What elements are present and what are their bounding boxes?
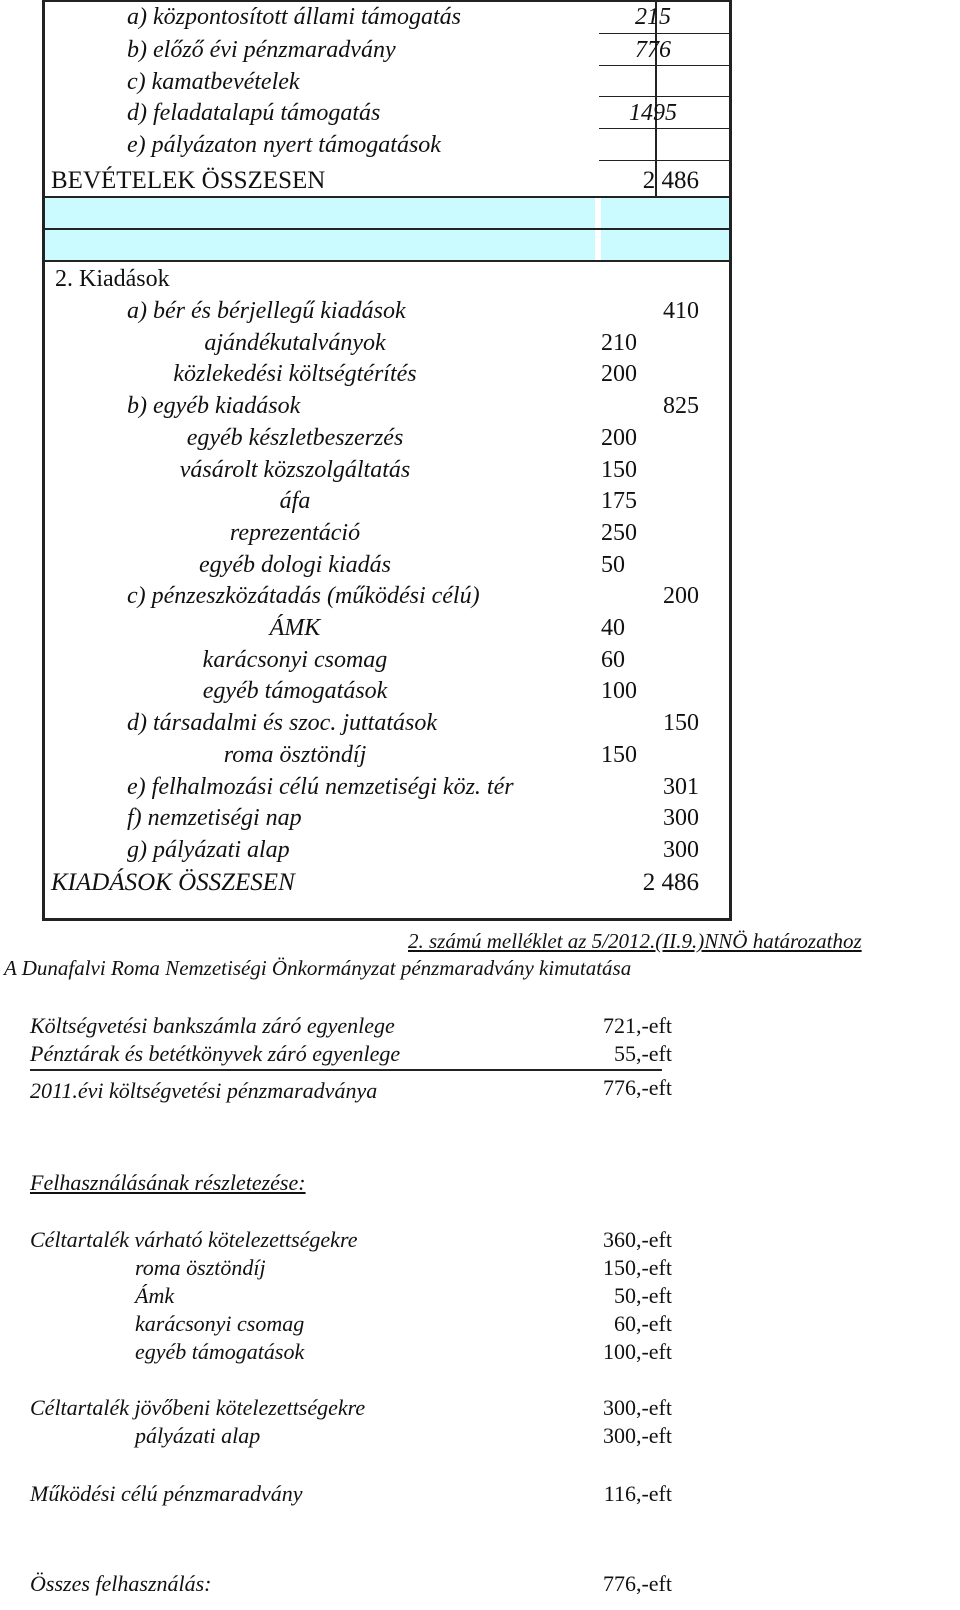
blank-row-fill xyxy=(601,230,729,260)
income-row xyxy=(45,33,729,65)
expense-total: 200 xyxy=(663,583,699,610)
income-value: 776 xyxy=(635,37,671,63)
expense-row xyxy=(45,326,729,358)
expense-label: e) felhalmozási célú nemzetiségi köz. tér xyxy=(127,773,514,800)
reserve-future-label: Céltartalék jövőbeni kötelezettségekre xyxy=(30,1395,366,1420)
expense-label: d) társadalmi és szoc. juttatások xyxy=(127,710,437,737)
expense-row xyxy=(45,611,729,643)
reserve-item-label: roma ösztöndíj xyxy=(135,1255,266,1280)
reserve-current-value: 360,-eft xyxy=(602,1227,672,1252)
expense-label: egyéb támogatások xyxy=(202,678,388,705)
expense-row xyxy=(45,453,729,485)
expense-label: közlekedési költségtérítés xyxy=(173,361,417,388)
expense-label: roma ösztöndíj xyxy=(223,741,367,768)
grand-total-label: Összes felhasználás: xyxy=(30,1571,212,1596)
expense-subvalue: 175 xyxy=(601,488,637,515)
balance-label: Költségvetési bankszámla záró egyenlege xyxy=(30,1013,395,1038)
operating-value: 116,-eft xyxy=(603,1481,672,1506)
expense-row xyxy=(45,516,729,548)
income-label: b) előző évi pénzmaradvány xyxy=(127,37,396,63)
expenses-heading: 2. Kiadások xyxy=(55,266,170,292)
expense-label: ÁMK xyxy=(269,615,321,641)
expense-total: 410 xyxy=(663,298,699,324)
expense-row xyxy=(45,579,729,611)
expenses-total-value: 2 486 xyxy=(642,869,699,896)
expense-label: karácsonyi csomag xyxy=(202,646,388,673)
expense-row xyxy=(45,643,729,675)
reserve-item-label: Ámk xyxy=(135,1283,175,1308)
expense-subvalue: 50 xyxy=(601,551,625,578)
expenses-total-label: KIADÁSOK ÖSSZESEN xyxy=(51,869,295,896)
expense-subvalue: 150 xyxy=(601,741,637,768)
income-row xyxy=(45,0,729,32)
expense-label: a) bér és bérjellegű kiadások xyxy=(127,298,406,324)
income-row xyxy=(45,128,729,160)
report-title: A Dunafalvi Roma Nemzetiségi Önkormányzat pénzmaradvány kimutatása xyxy=(4,956,632,980)
expense-row xyxy=(45,833,729,865)
balance-value: 721,-eft xyxy=(602,1013,672,1038)
expense-row xyxy=(45,389,729,421)
expense-subvalue: 210 xyxy=(601,329,637,356)
reserve-item-label: pályázati alap xyxy=(135,1423,261,1448)
expense-total: 300 xyxy=(663,836,699,863)
expense-label: vásárolt közszolgáltatás xyxy=(179,456,411,483)
balance-value: 55,-eft xyxy=(613,1041,672,1066)
reserve-item-value: 150,-eft xyxy=(602,1255,672,1280)
income-row xyxy=(45,96,729,128)
income-label: c) kamatbevételek xyxy=(127,69,300,95)
reserve-item-value: 50,-eft xyxy=(613,1283,672,1308)
expense-label: b) egyéb kiadások xyxy=(127,393,301,420)
budget-table xyxy=(42,0,732,921)
income-value: 1495 xyxy=(629,100,677,126)
expense-row xyxy=(45,421,729,453)
reserve-current-label: Céltartalék várható kötelezettségekre xyxy=(30,1227,358,1252)
income-total-value: 2 486 xyxy=(642,167,699,194)
expense-subvalue: 60 xyxy=(601,646,625,673)
reserve-item-value: 60,-eft xyxy=(613,1311,672,1336)
expense-subvalue: 150 xyxy=(601,456,637,483)
expense-row xyxy=(45,294,729,326)
balance-total-label: 2011.évi költségvetési pénzmaradványa xyxy=(30,1078,378,1103)
reserve-item-label: egyéb támogatások xyxy=(135,1339,305,1364)
balance-total-value: 776,-eft xyxy=(602,1075,672,1100)
balance-label: Pénztárak és betétkönyvek záró egyenlege xyxy=(30,1041,401,1066)
expense-label: egyéb készletbeszerzés xyxy=(186,424,404,451)
income-label: d) feladatalapú támogatás xyxy=(127,100,381,126)
income-total-row xyxy=(45,162,729,196)
expense-label: áfa xyxy=(279,488,311,515)
income-label: a) központosított állami támogatás xyxy=(127,4,462,30)
expense-label: egyéb dologi kiadás xyxy=(199,551,391,578)
operating-label: Működési célú pénzmaradvány xyxy=(30,1481,303,1506)
expense-subvalue: 250 xyxy=(601,519,637,546)
blank-row-fill xyxy=(45,198,595,228)
expenses-total-row xyxy=(45,864,729,898)
reserve-item-value: 300,-eft xyxy=(602,1423,672,1448)
expense-total: 825 xyxy=(663,393,699,420)
expense-label: ajándékutalványok xyxy=(204,329,386,356)
expense-subvalue: 200 xyxy=(601,424,637,451)
blank-row-fill xyxy=(601,198,729,228)
expense-row xyxy=(45,706,729,738)
income-total-label: BEVÉTELEK ÖSSZESEN xyxy=(51,167,326,194)
expense-row xyxy=(45,738,729,770)
expenses-heading-row xyxy=(45,262,729,294)
expense-row xyxy=(45,674,729,706)
income-row xyxy=(45,65,729,97)
expense-row xyxy=(45,484,729,516)
expense-total: 150 xyxy=(663,710,699,737)
expense-subvalue: 40 xyxy=(601,615,625,641)
expense-label: g) pályázati alap xyxy=(127,836,290,863)
annex-note: 2. számú melléklet az 5/2012.(II.9.)NNÖ határozathoz xyxy=(408,929,862,953)
expense-label: f) nemzetiségi nap xyxy=(127,805,302,832)
blank-row-fill xyxy=(45,230,595,260)
income-value: 215 xyxy=(635,4,671,30)
expense-label: reprezentáció xyxy=(229,519,361,546)
expense-row xyxy=(45,357,729,389)
reserve-item-label: karácsonyi csomag xyxy=(135,1311,305,1336)
expense-row xyxy=(45,548,729,580)
grand-total-value: 776,-eft xyxy=(602,1571,672,1596)
income-label: e) pályázaton nyert támogatások xyxy=(127,132,441,158)
expense-total: 300 xyxy=(663,805,699,832)
expense-row xyxy=(45,770,729,802)
expense-subvalue: 200 xyxy=(601,361,637,388)
expense-total: 301 xyxy=(663,773,699,800)
expense-subvalue: 100 xyxy=(601,678,637,705)
row-divider xyxy=(599,160,729,161)
usage-heading: Felhasználásának részletezése: xyxy=(30,1170,306,1195)
reserve-item-value: 100,-eft xyxy=(602,1339,672,1364)
expense-row xyxy=(45,801,729,833)
sum-rule xyxy=(30,1069,662,1071)
expense-label: c) pénzeszközátadás (működési célú) xyxy=(127,583,480,610)
reserve-future-value: 300,-eft xyxy=(602,1395,672,1420)
